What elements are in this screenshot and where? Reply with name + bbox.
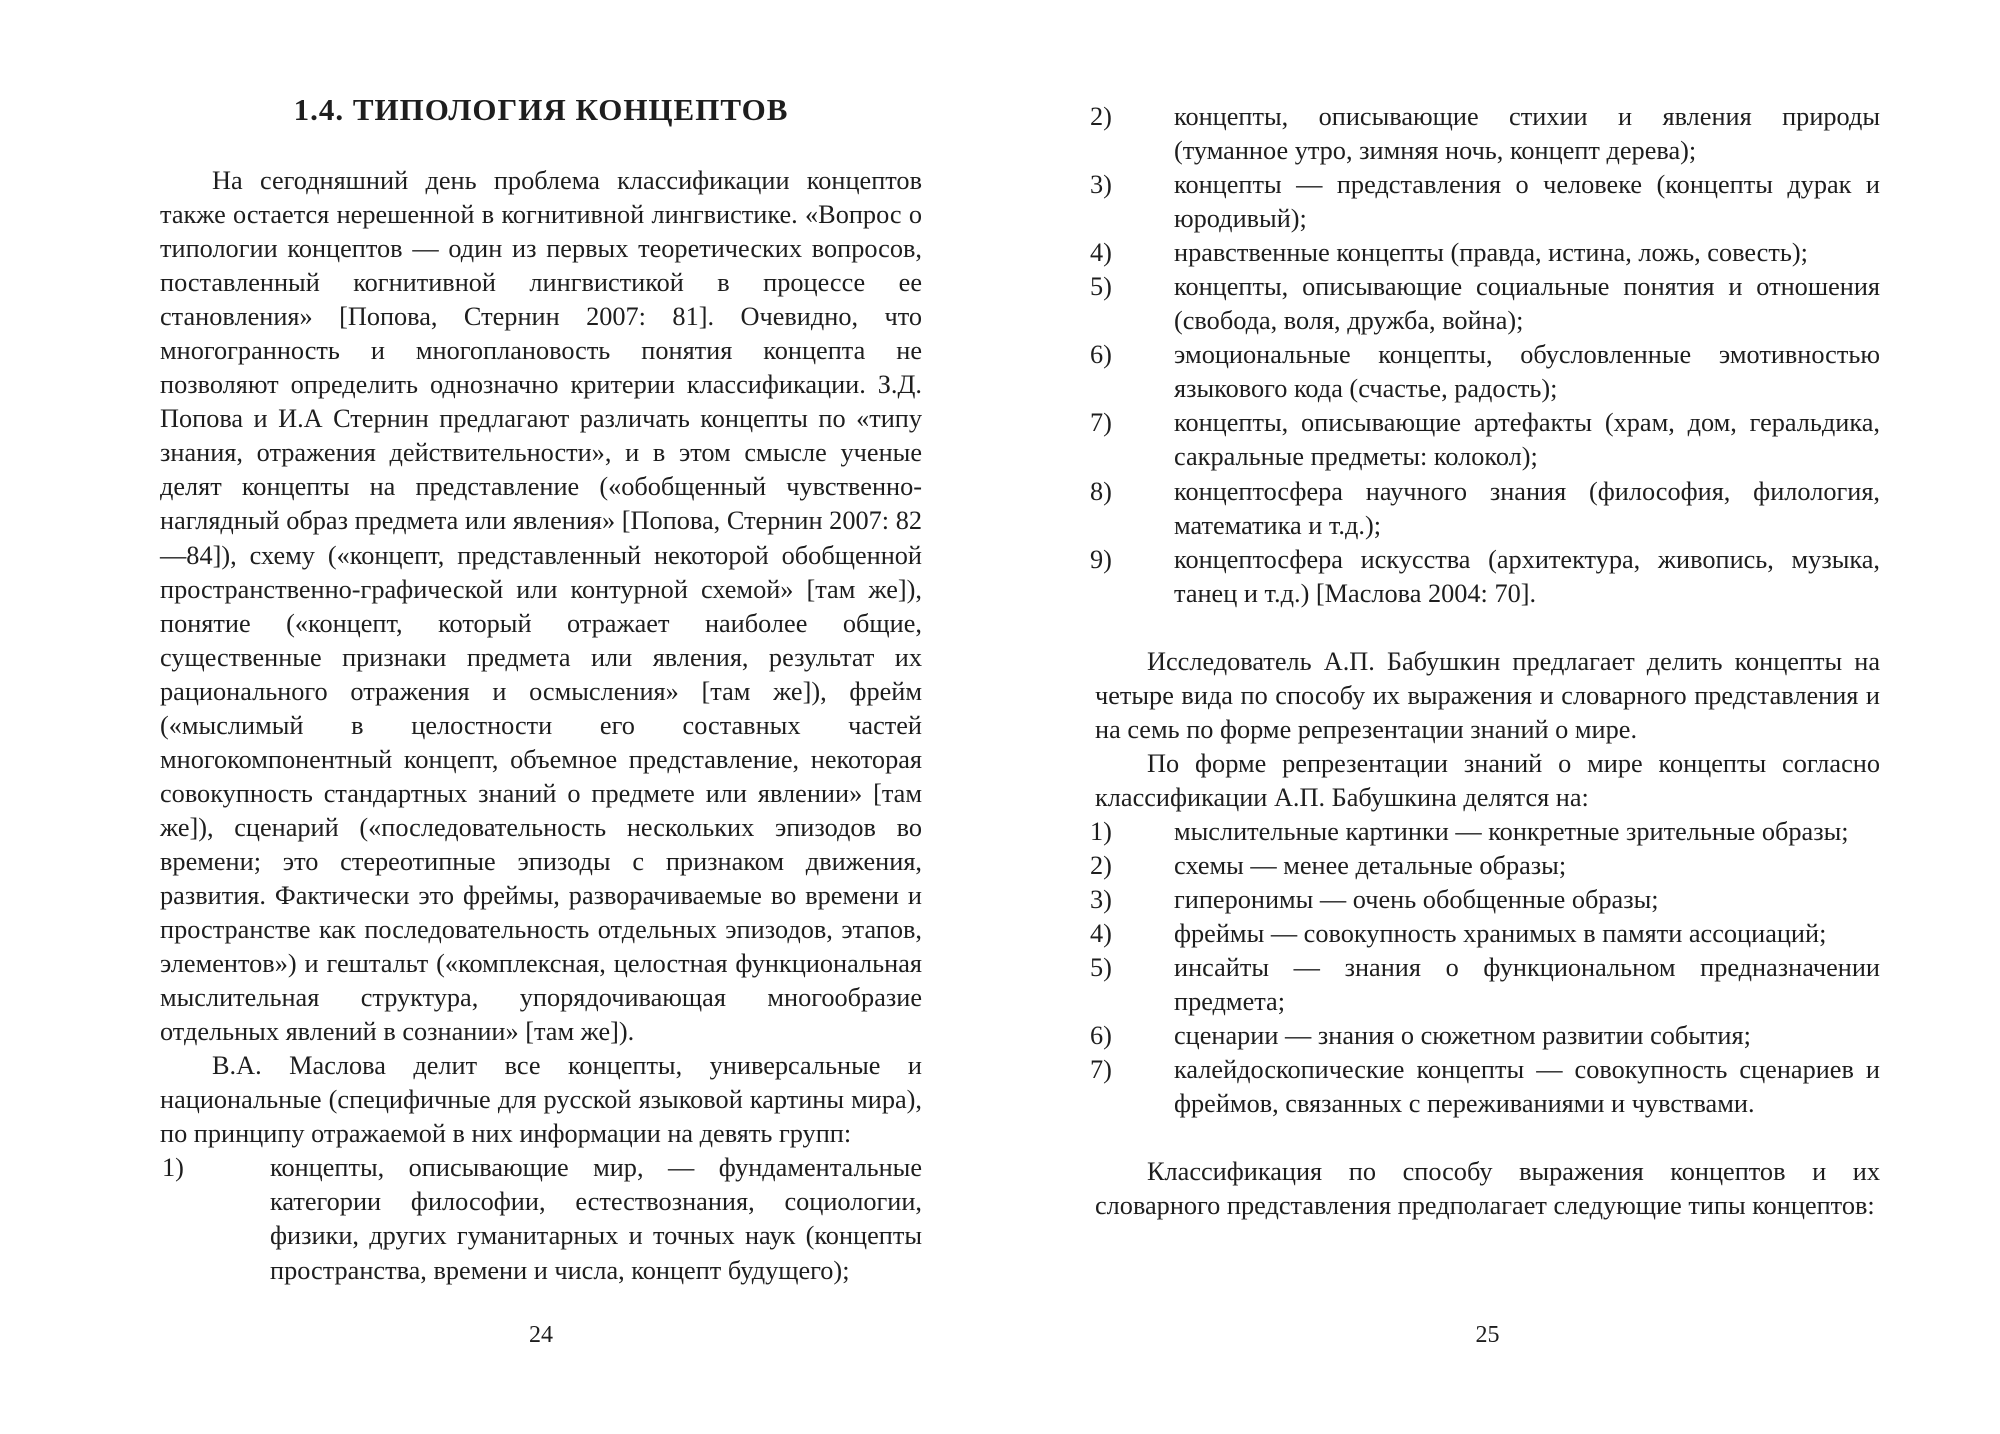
paragraph: По форме репрезентации знаний о мире концепты согласно классификации А.П. Бабушкина делятся на: <box>1095 748 1880 812</box>
maslova-list <box>160 1151 922 1287</box>
list-item-number: 1) <box>162 1153 184 1183</box>
list-item-number: 7) <box>1090 408 1112 438</box>
list-item <box>1090 1053 1880 1121</box>
list-item-text: инсайты — знания о функциональном предназначении предмета; <box>1174 953 1880 1017</box>
list-item-number: 8) <box>1090 476 1112 506</box>
list-item-number: 1) <box>1090 816 1112 846</box>
list-item <box>1090 168 1880 236</box>
list-item <box>1090 815 1880 849</box>
list-item <box>1090 338 1880 406</box>
list-item-text: фреймы — совокупность хранимых в памяти ассоциаций; <box>1174 919 1827 949</box>
list-item-text: схемы — менее детальные образы; <box>1174 850 1567 880</box>
list-item-text: концепты, описывающие стихии и явления природы (туманное утро, зимняя ночь, концепт дерева); <box>1174 102 1880 166</box>
list-item-number: 2) <box>1090 850 1112 880</box>
page-number: 25 <box>1475 1322 1500 1348</box>
paragraph: Исследователь А.П. Бабушкин предлагает делить концепты на четыре вида по способу их выражения и словарного представления и на семь по форме репрезентации знаний о мире. <box>1095 646 1880 744</box>
list-item <box>1090 917 1880 951</box>
right-page <box>1090 0 1880 1434</box>
babushkin-list <box>1090 815 1880 1121</box>
page-number: 24 <box>529 1322 553 1348</box>
list-item-text: калейдоскопические концепты — совокупность сценариев и фреймов, связанных с переживаниями и чувствами. <box>1174 1055 1880 1119</box>
spacer <box>1095 1121 1880 1155</box>
paragraph: Классификация по способу выражения концептов и их словарного представления предполагает следующие типы концептов: <box>1095 1157 1880 1221</box>
left-page-text <box>160 164 922 1288</box>
list-item <box>162 1151 922 1287</box>
list-item <box>1090 100 1880 168</box>
section-heading: 1.4. ТИПОЛОГИЯ КОНЦЕПТОВ <box>293 92 789 127</box>
list-item-number: 4) <box>1090 919 1112 949</box>
list-item-text: мыслительные картинки — конкретные зрительные образы; <box>1174 816 1849 846</box>
list-item-text: гиперонимы — очень обобщенные образы; <box>1174 885 1659 915</box>
list-item-number: 2) <box>1090 102 1112 131</box>
list-item-text: нравственные концепты (правда, истина, ложь, совесть); <box>1174 238 1808 268</box>
list-item <box>1090 406 1880 474</box>
list-item-number: 7) <box>1090 1055 1112 1085</box>
list-item-number: 3) <box>1090 885 1112 915</box>
list-item-text: эмоциональные концепты, обусловленные эмотивностью языкового кода (счастье, радость); <box>1174 340 1880 404</box>
list-item <box>1090 475 1880 543</box>
list-item <box>1090 1019 1880 1053</box>
left-page <box>160 0 922 1434</box>
list-item-text: концепты, описывающие артефакты (храм, дом, геральдика, сакральные предметы: колокол); <box>1174 408 1880 472</box>
paragraph: На сегодняшний день проблема классификации концептов также остается нерешенной в когнитивной лингвистике. «Вопрос о типологии концептов — один из первых теоретических вопросов, поставленный когнитивной лингвистикой в процессе ее становления» [Попова, Стернин 2007: 81]. Очевидно, что многогранность и многоплановость понятия концепта не позволяют определить однозначно критерии классификации. З.Д. Попова и И.А Стернин предлагают различать концепты по «типу знания, отражения действительности», и в этом смысле ученые делят концепты на представление («обобщенный чувственно-наглядный образ предмета или явления» [Попова, Стернин 2007: 82—84]), схему («концепт, представленный некоторой обобщенной пространственно-графической или контурной схемой» [там же]), понятие («концепт, который отражает наиболее общие, существенные признаки предмета или явления, результат их рационального отражения и осмысления» [там же]), фрейм («мыслимый в целостности его составных частей многокомпонентный концепт, объемное представление, некоторая совокупность стандартных знаний о предмете или явлении» [там же]), сценарий («последовательность нескольких эпизодов во времени; это стереотипные эпизоды с признаком движения, развития. Фактически это фреймы, разворачиваемые во времени и пространстве как последовательность отдельных эпизодов, этапов, элементов») и гештальт («комплексная, целостная функциональная мыслительная структура, упорядочивающая многообразие отдельных явлений в сознании» [там же]). <box>160 166 922 1047</box>
list-item-text: сценарии — знания о сюжетном развитии события; <box>1174 1021 1751 1051</box>
list-item-number: 3) <box>1090 170 1112 200</box>
list-item-number: 5) <box>1090 272 1112 302</box>
right-page-text <box>1090 100 1880 1223</box>
list-item-text: концепты, описывающие мир, — фундаментальные категории философии, естествознания, социологии, физики, других гуманитарных и точных наук (концепты пространства, времени и числа, концепт будущего); <box>270 1153 922 1285</box>
list-item-number: 9) <box>1090 544 1112 574</box>
list-item-number: 6) <box>1090 340 1112 370</box>
spacer <box>1095 611 1880 645</box>
list-item <box>1090 849 1880 883</box>
maslova-list-continued <box>1090 100 1880 611</box>
list-item-text: концепты — представления о человеке (концепты дурак и юродивый); <box>1174 170 1880 234</box>
list-item <box>1090 951 1880 1019</box>
list-item-text: концептосфера искусства (архитектура, живопись, музыка, танец и т.д.) [Маслова 2004: 70]. <box>1174 544 1880 608</box>
list-item-number: 5) <box>1090 953 1112 983</box>
list-item-number: 6) <box>1090 1021 1112 1051</box>
list-item <box>1090 883 1880 917</box>
list-item <box>1090 270 1880 338</box>
list-item-text: концептосфера научного знания (философия, филология, математика и т.д.); <box>1174 476 1880 540</box>
paragraph: В.А. Маслова делит все концепты, универсальные и национальные (специфичные для русской языковой картины мира), по принципу отражаемой в них информации на девять групп: <box>160 1051 922 1149</box>
list-item <box>1090 543 1880 611</box>
list-item-text: концепты, описывающие социальные понятия и отношения (свобода, воля, дружба, война); <box>1174 272 1880 336</box>
list-item <box>1090 236 1880 270</box>
list-item-number: 4) <box>1090 238 1112 268</box>
